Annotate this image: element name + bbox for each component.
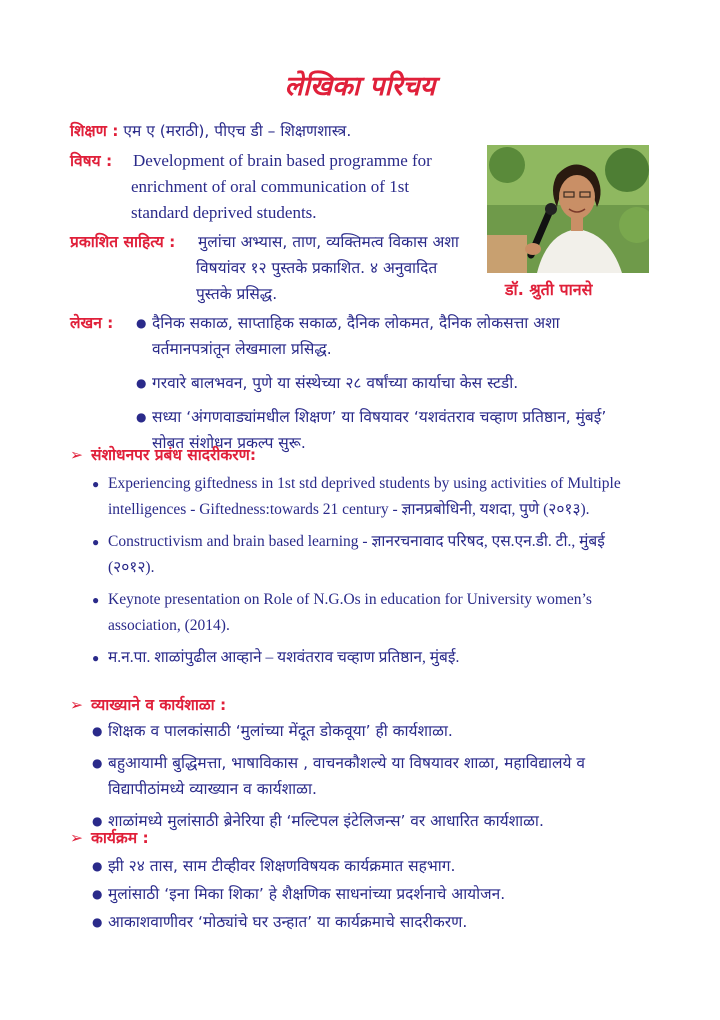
list-item: ● म.न.पा. शाळांपुढील आव्हाने – यशवंतराव चव्हाण प्रतिष्ठान, मुंबई. [92, 645, 652, 671]
published-text [196, 229, 486, 307]
education-row [70, 118, 351, 144]
subject-label-wrap [70, 148, 112, 174]
page-title: लेखिका परिचय [284, 71, 436, 102]
research-heading-text: संशोधनपर प्रबंध सादरीकरण: [91, 446, 257, 464]
photo-caption: डॉ. श्रुती पानसे [505, 280, 593, 299]
programs-list [92, 853, 652, 941]
list-item: ● Constructivism and brain based learning - ज्ञानरचनावाद परिषद, एस.एन.डी. टी., मुंबई (२०१२). [92, 529, 652, 581]
list-item: ● शाळांमध्ये मुलांसाठी ब्रेनेरिया ही ‘मल्टिपल इंटेलिजन्स’ वर आधारित कार्यशाळा. [92, 808, 652, 834]
research-list [92, 471, 652, 677]
list-item: ● Keynote presentation on Role of N.G.Os in education for University women’s association, (2014). [92, 587, 652, 639]
published-label-wrap [70, 229, 175, 255]
published-label: प्रकाशित साहित्य : [70, 233, 176, 251]
author-photo-illustration [487, 145, 649, 273]
arrow-icon: ➢ [70, 446, 83, 464]
arrow-icon: ➢ [70, 696, 83, 714]
published-line: मुलांचा अभ्यास, ताण, व्यक्तिमत्व विकास अशा [198, 233, 459, 251]
education-label: शिक्षण : [70, 122, 119, 140]
subject-line: enrichment of oral communication of 1st [131, 177, 410, 196]
list-item: ● आकाशवाणीवर ‘मोठ्यांचे घर उन्हात’ या कार्यक्रमाचे सादरीकरण. [92, 909, 652, 935]
writing-label: लेखन : [70, 314, 114, 332]
author-photo [487, 145, 649, 273]
subject-line: Development of brain based programme for [133, 151, 432, 170]
list-item: ● मुलांसाठी ‘इना मिका शिका’ हे शैक्षणिक साधनांच्या प्रदर्शनाचे आयोजन. [92, 881, 652, 907]
subject-label: विषय : [70, 152, 113, 170]
published-line: विषयांवर १२ पुस्तके प्रकाशित. ४ अनुवादित [196, 259, 438, 277]
lectures-list [92, 718, 652, 840]
education-text: एम ए (मराठी), पीएच डी – शिक्षणशास्त्र. [123, 122, 352, 140]
published-line: पुस्तके प्रसिद्ध. [196, 285, 278, 303]
programs-heading-text: कार्यक्रम : [91, 829, 149, 847]
lectures-heading [70, 693, 226, 715]
arrow-icon: ➢ [70, 829, 83, 847]
list-item: ● झी २४ तास, साम टीव्हीवर शिक्षणविषयक कार्यक्रमात सहभाग. [92, 853, 652, 879]
list-item: ● दैनिक सकाळ, साप्ताहिक सकाळ, दैनिक लोकमत, दैनिक लोकसत्ता अशा वर्तमानपत्रांतून लेखमाला प्रसिद्ध. [136, 310, 626, 362]
list-item: ● सध्या ‘अंगणवाड्यांमधील शिक्षण’ या विषयावर ‘यशवंतराव चव्हाण प्रतिष्ठान, मुंबई’ सोबत संशोधन प्रकल्प सुरू. [136, 404, 626, 456]
list-item: ● बहुआयामी बुद्धिमत्ता, भाषाविकास , वाचनकौशल्ये या विषयावर शाळा, महाविद्यालये व विद्यापीठांमध्ये व्याख्यान व कार्यशाळा. [92, 750, 652, 802]
subject-line: standard deprived students. [131, 203, 317, 222]
list-item: ● गरवारे बालभवन, पुणे या संस्थेच्या २८ वर्षांच्या कार्याचा केस स्टडी. [136, 370, 626, 396]
subject-text [131, 148, 481, 226]
programs-heading [70, 826, 149, 848]
research-heading [70, 443, 256, 465]
list-item: ● शिक्षक व पालकांसाठी ‘मुलांच्या मेंदूत डोकवूया’ ही कार्यशाळा. [92, 718, 652, 744]
list-item: ● Experiencing giftedness in 1st std deprived students by using activities of Multiple intelligences - Giftedness:towards 21 century - ज्ञानप्रबोधिनी, यशदा, पुणे (२०१३). [92, 471, 652, 523]
writing-list [136, 310, 626, 456]
lectures-heading-text: व्याख्याने व कार्यशाळा : [91, 696, 227, 714]
writing-label-wrap [70, 310, 113, 336]
